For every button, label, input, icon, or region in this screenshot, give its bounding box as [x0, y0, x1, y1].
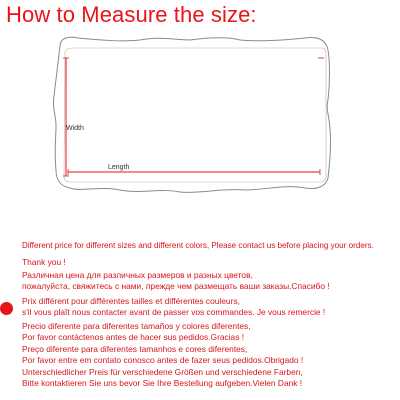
length-label: Length	[108, 164, 130, 171]
note-spanish-line2: Por favor contáctenos antes de hacer sus pedidos.Gracias !	[22, 331, 245, 342]
note-spanish	[22, 321, 397, 342]
note-russian	[22, 270, 397, 291]
note-french-line2: s'il vous plaît nous contacter avant de passer vos commandes. Je vous remercie !	[22, 306, 326, 317]
page-title: How to Measure the size:	[6, 2, 257, 27]
note-french-line1: Prix différent pour différentes tailles et différentes couleurs,	[22, 296, 240, 306]
note-russian-line2: пожалуйста, свяжитесь с нами, прежде чем размещать ваши заказы.Спасибо !	[22, 280, 330, 291]
red-marker-dot	[0, 302, 13, 315]
cushion-inner-outline	[64, 48, 326, 182]
note-russian-line1: Различная цена для различных размеров и разных цветов,	[22, 270, 253, 280]
note-portuguese-line2: Por favor entre em contato conosco antes de fazer seus pedidos.Obrigado !	[22, 354, 304, 365]
note-thanks-text: Thank you !	[22, 257, 66, 267]
cushion-outline	[53, 37, 330, 192]
note-french	[22, 296, 397, 317]
note-spanish-line1: Precio diferente para diferentes tamaños y colores diferentes,	[22, 321, 251, 331]
note-german-line2: Bitte kontaktieren Sie uns bevor Sie Ihre Bestellung aufgeben.Vielen Dank !	[22, 377, 303, 388]
note-portuguese	[22, 344, 397, 365]
width-label: Width	[66, 125, 84, 132]
note-german	[22, 367, 397, 388]
note-english	[22, 241, 397, 252]
note-german-line1: Unterschiedlicher Preis für verschiedene Größen und verschiedene Farben,	[22, 367, 303, 377]
note-english-text: Different price for different sizes and different colors, Please contact us before placing your orders.	[22, 241, 374, 250]
note-thanks	[22, 257, 397, 268]
note-portuguese-line1: Preço diferente para diferentes tamanhos e cores diferentes,	[22, 344, 248, 354]
